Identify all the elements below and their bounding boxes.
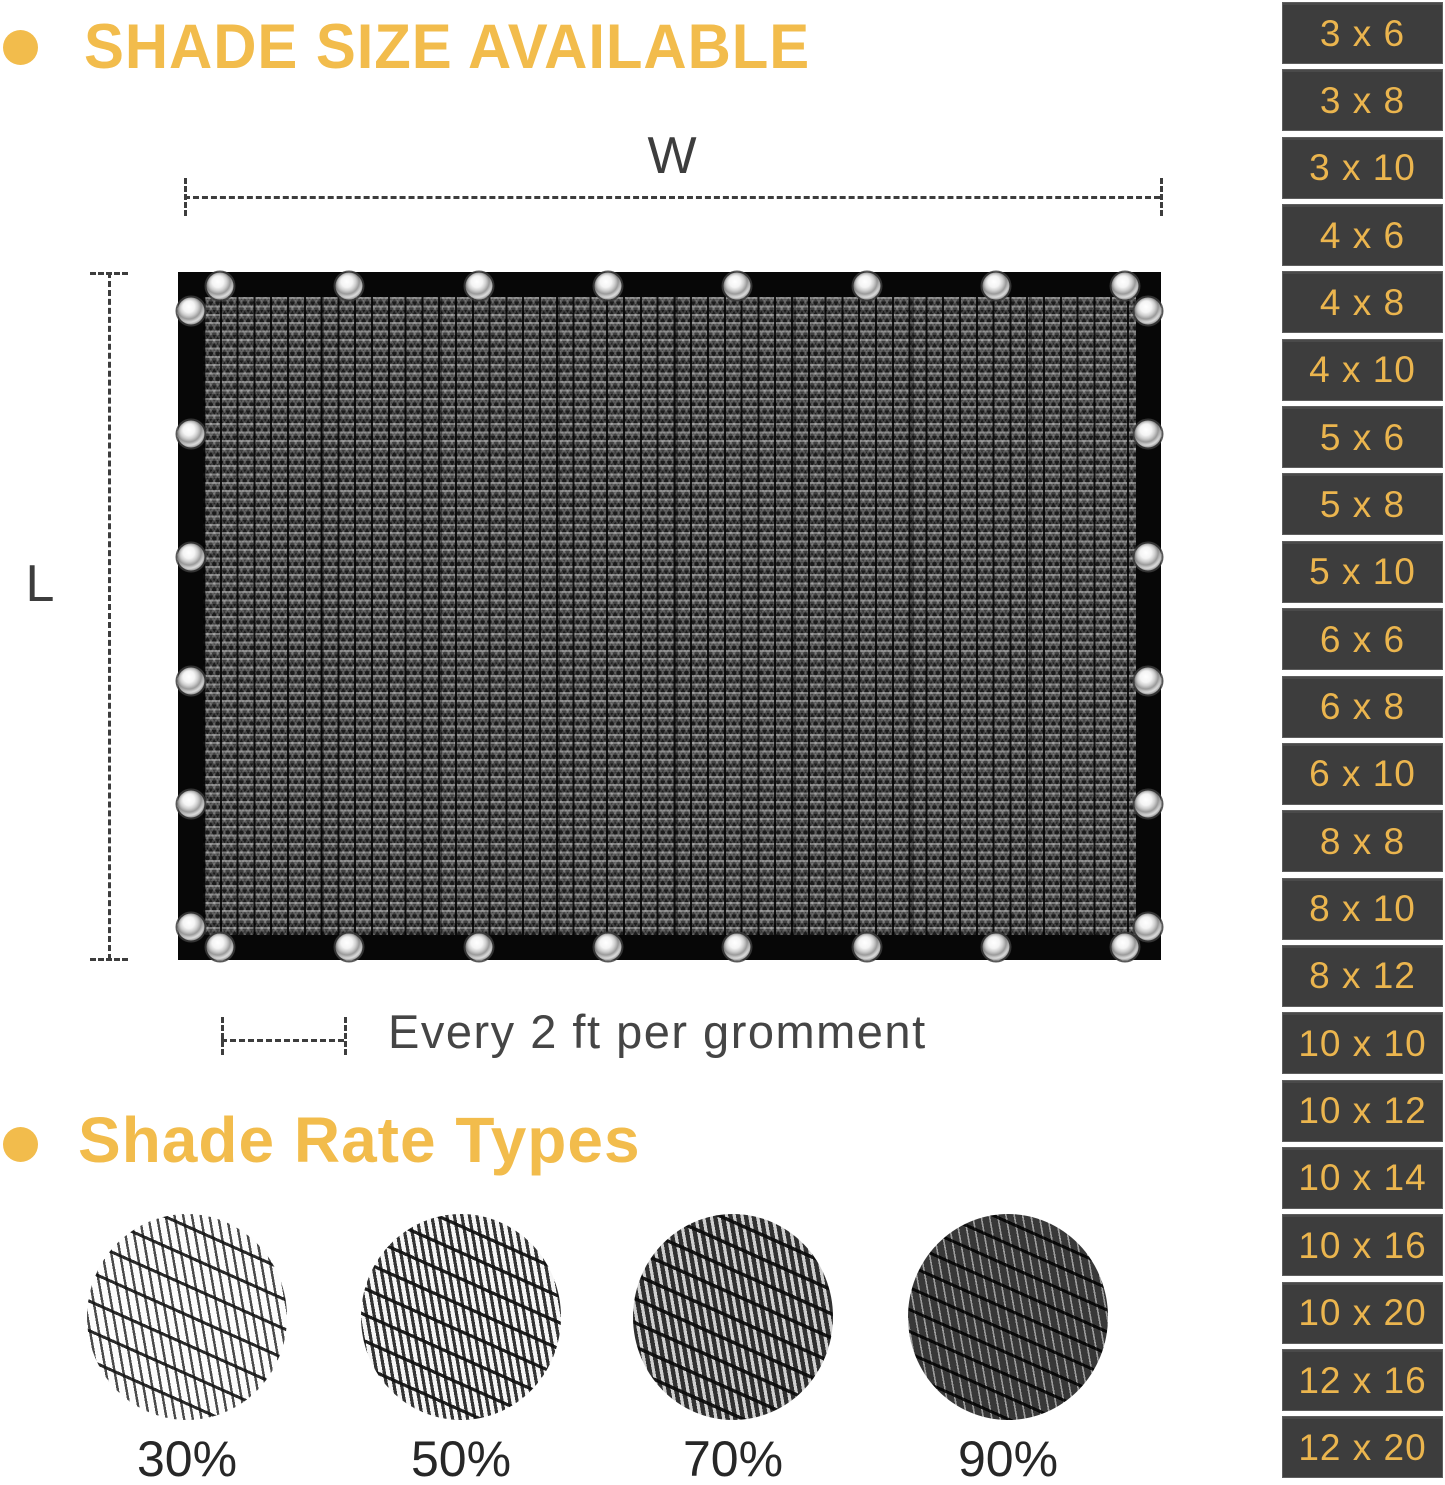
width-dimension-tick-left xyxy=(184,178,187,216)
size-option-label: 10 x 16 xyxy=(1298,1224,1427,1266)
size-option xyxy=(1282,2,1443,64)
size-option xyxy=(1282,406,1443,468)
shade-net xyxy=(178,272,1161,960)
size-option-label: 5 x 10 xyxy=(1309,551,1416,593)
grommet-icon xyxy=(1135,914,1162,941)
size-option xyxy=(1282,271,1443,333)
shade-rate-sample xyxy=(84,1214,290,1484)
width-dimension-tick-right xyxy=(1160,178,1163,216)
size-option-label: 3 x 8 xyxy=(1319,79,1406,121)
grommet-icon xyxy=(178,421,205,448)
size-option-label: 8 x 12 xyxy=(1309,955,1416,997)
grommet-icon xyxy=(336,934,363,961)
grommet-icon xyxy=(466,934,493,961)
bullet-icon xyxy=(3,30,38,65)
shade-rate-label: 30% xyxy=(136,1431,238,1485)
size-option xyxy=(1282,339,1443,401)
size-option-label: 6 x 6 xyxy=(1319,618,1406,660)
size-option xyxy=(1282,1349,1443,1411)
size-option-label: 6 x 10 xyxy=(1309,753,1416,795)
grommet-icon xyxy=(1135,668,1162,695)
size-option-label: 6 x 8 xyxy=(1319,686,1406,727)
mesh-swatch-icon xyxy=(87,1214,287,1420)
size-option-label: 3 x 6 xyxy=(1319,12,1406,54)
size-option xyxy=(1282,1147,1443,1209)
size-option xyxy=(1282,608,1443,670)
shade-rate-label: 50% xyxy=(410,1431,512,1485)
grommet-icon xyxy=(724,273,751,300)
shade-rate-sample xyxy=(630,1214,836,1484)
grommet-spacing-line xyxy=(221,1039,344,1042)
size-option xyxy=(1282,69,1443,131)
size-option-label: 12 x 20 xyxy=(1298,1426,1427,1468)
grommet-icon xyxy=(724,934,751,961)
grommet-icon xyxy=(466,273,493,300)
length-dimension-label: L xyxy=(25,555,55,613)
shade-rate-label: 90% xyxy=(957,1431,1059,1485)
size-option-label: 5 x 6 xyxy=(1319,416,1406,458)
size-option xyxy=(1282,204,1443,266)
bullet-icon xyxy=(3,1127,38,1162)
grommet-icon xyxy=(983,934,1010,961)
grommet-icon xyxy=(1135,544,1162,571)
size-option-label: 8 x 8 xyxy=(1319,820,1406,862)
size-option-label: 5 x 8 xyxy=(1319,483,1406,525)
grommet-icon xyxy=(207,934,234,961)
width-dimension-line xyxy=(184,196,1160,199)
size-option-label: 3 x 10 xyxy=(1309,147,1416,189)
length-dimension-tick-bottom xyxy=(90,958,128,961)
grommet-icon xyxy=(983,273,1010,300)
size-option-label: 10 x 12 xyxy=(1298,1090,1427,1132)
size-option-label: 12 x 16 xyxy=(1298,1359,1427,1401)
length-dimension-line xyxy=(108,272,111,960)
size-option xyxy=(1282,541,1443,603)
grommet-icon xyxy=(595,273,622,300)
size-option xyxy=(1282,1012,1443,1074)
size-option-label: 10 x 10 xyxy=(1298,1022,1427,1064)
mesh-texture xyxy=(203,297,1136,935)
grommet-spacing-note: Every 2 ft per gromment xyxy=(388,1005,927,1058)
grommet-icon xyxy=(1135,421,1162,448)
shade-rate-sample xyxy=(358,1214,564,1484)
grommet-icon xyxy=(336,273,363,300)
grommet-spacing-tick-left xyxy=(221,1017,224,1055)
grommet-icon xyxy=(178,544,205,571)
size-option xyxy=(1282,1282,1443,1344)
size-option xyxy=(1282,1416,1443,1478)
size-option xyxy=(1282,473,1443,535)
size-option-label: 10 x 14 xyxy=(1298,1157,1427,1199)
grommet-icon xyxy=(207,273,234,300)
grommet-icon xyxy=(178,791,205,818)
size-option-label: 4 x 10 xyxy=(1309,349,1416,391)
size-option-label: 4 x 6 xyxy=(1319,214,1406,256)
size-option xyxy=(1282,676,1443,738)
size-option xyxy=(1282,137,1443,199)
shade-rate-label: 70% xyxy=(682,1431,784,1485)
shade-rate-sample xyxy=(905,1214,1111,1484)
size-option-label: 10 x 20 xyxy=(1298,1292,1427,1334)
grommet-spacing-tick-right xyxy=(344,1017,347,1055)
rate-section-title: Shade Rate Types xyxy=(78,1104,641,1176)
grommet-icon xyxy=(1135,298,1162,325)
grommet-icon xyxy=(1135,791,1162,818)
grommet-icon xyxy=(1112,934,1139,961)
grommet-icon xyxy=(854,934,881,961)
size-list xyxy=(1282,0,1443,1485)
size-option xyxy=(1282,878,1443,940)
grommet-icon xyxy=(1112,273,1139,300)
length-dimension-tick-top xyxy=(90,272,128,275)
grommet-icon xyxy=(595,934,622,961)
mesh-swatch-icon xyxy=(633,1214,833,1420)
size-option xyxy=(1282,743,1443,805)
mesh-swatch-icon xyxy=(361,1214,561,1420)
size-option xyxy=(1282,810,1443,872)
size-option-label: 8 x 10 xyxy=(1309,888,1416,930)
size-option xyxy=(1282,1080,1443,1142)
size-section-title: SHADE SIZE AVAILABLE xyxy=(84,12,811,82)
grommet-icon xyxy=(178,914,205,941)
size-option xyxy=(1282,1214,1443,1276)
mesh-swatch-icon xyxy=(908,1214,1108,1420)
grommet-icon xyxy=(854,273,881,300)
width-dimension-label: W xyxy=(647,127,697,185)
size-option xyxy=(1282,945,1443,1007)
grommet-icon xyxy=(178,298,205,325)
grommet-icon xyxy=(178,668,205,695)
size-option-label: 4 x 8 xyxy=(1319,281,1406,323)
